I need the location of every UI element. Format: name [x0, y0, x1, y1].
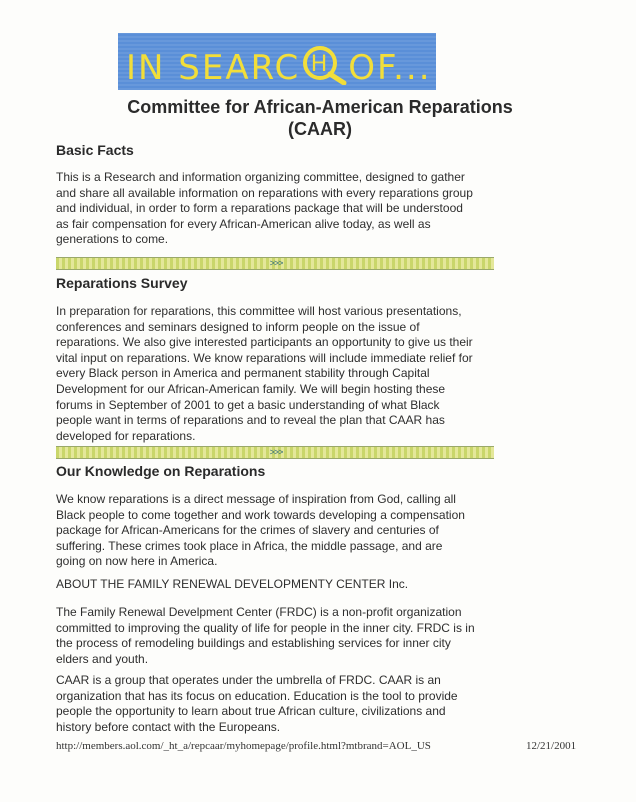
text-line: history before contact with the Europeans. — [56, 719, 281, 734]
search-banner — [118, 33, 436, 90]
text-line: generations to come. — [56, 232, 169, 247]
text-line: the process of remodeling buildings and establishing services for inner city — [56, 636, 451, 651]
text-line: reparations. We also give interested participants an opportunity to give us their — [56, 335, 473, 350]
text-line: organization that has its focus on education. Education is the tool to provide — [56, 688, 458, 703]
text-line: every Black person in America and permanent stability through Capital — [56, 366, 430, 381]
arrows-ornament-icon: >>> — [269, 447, 283, 457]
section-divider — [56, 257, 494, 270]
text-line: people want in terms of reparations and to reveal the plan that CAAR has — [56, 413, 445, 428]
text-line: elders and youth. — [56, 651, 149, 666]
text-line: package for African-Americans for the crimes of slavery and centuries of — [56, 523, 439, 538]
text-line: CAAR is a group that operates under the umbrella of FRDC. CAAR is an — [56, 673, 441, 687]
text-line: people the opportunity to learn about true African culture, civilizations and — [56, 704, 446, 719]
text-line: vital input on reparations. We know reparations will include immediate relief for — [56, 350, 473, 365]
banner-text-before: IN SEARC — [126, 48, 301, 88]
banner-text-after: OF... — [348, 48, 432, 88]
survey-heading: Reparations Survey — [56, 275, 188, 291]
knowledge-heading: Our Knowledge on Reparations — [56, 463, 266, 479]
text-line: committed to improving the quality of life for people in the inner city. FRDC is in — [56, 620, 475, 635]
arrows-ornament-icon: >>> — [269, 258, 283, 268]
text-line: This is a Research and information organizing committee, designed to gather — [56, 170, 465, 184]
text-line: developed for reparations. — [56, 428, 196, 443]
text-line: In preparation for reparations, this committee will host various presentations, — [56, 304, 462, 318]
page-title-acronym: (CAAR) — [288, 119, 352, 139]
text-line: as fair compensation for every African-American alive today, as well as — [56, 216, 431, 231]
text-line: forums in September of 2001 to get a basic understanding of what Black — [56, 397, 440, 412]
footer-url: http://members.aol.com/_ht_a/repcaar/myhomepage/profile.html?mtbrand=AOL_US — [56, 740, 431, 752]
banner-text — [126, 45, 432, 88]
text-line: and individual, in order to form a reparations package that will be understood — [56, 201, 463, 216]
basic-facts-heading: Basic Facts — [56, 142, 134, 158]
text-line: The Family Renewal Develpment Center (FRDC) is a non-profit organization — [56, 605, 462, 619]
text-line: and share all available information on reparations with every reparations group — [56, 185, 473, 200]
section-divider — [56, 446, 494, 459]
footer-date: 12/21/2001 — [526, 740, 577, 752]
frdc-about-heading: ABOUT THE FAMILY RENEWAL DEVELOPMENTY CENTER Inc. — [56, 577, 409, 591]
text-line: suffering. These crimes took place in Africa, the middle passage, and are — [56, 538, 443, 553]
svg-text:H: H — [310, 52, 330, 77]
text-line: going on now here in America. — [56, 554, 218, 569]
text-line: Development for our African-American family. We will begin hosting these — [56, 382, 446, 396]
magnifier-h-icon — [300, 45, 348, 85]
text-line: conferences and seminars designed to inform people on the issue of — [56, 319, 420, 334]
text-line: Black people to come together and work towards developing a compensation — [56, 507, 465, 522]
page-title: Committee for African-American Reparations — [127, 97, 513, 117]
text-line: We know reparations is a direct message of inspiration from God, calling all — [56, 492, 456, 506]
